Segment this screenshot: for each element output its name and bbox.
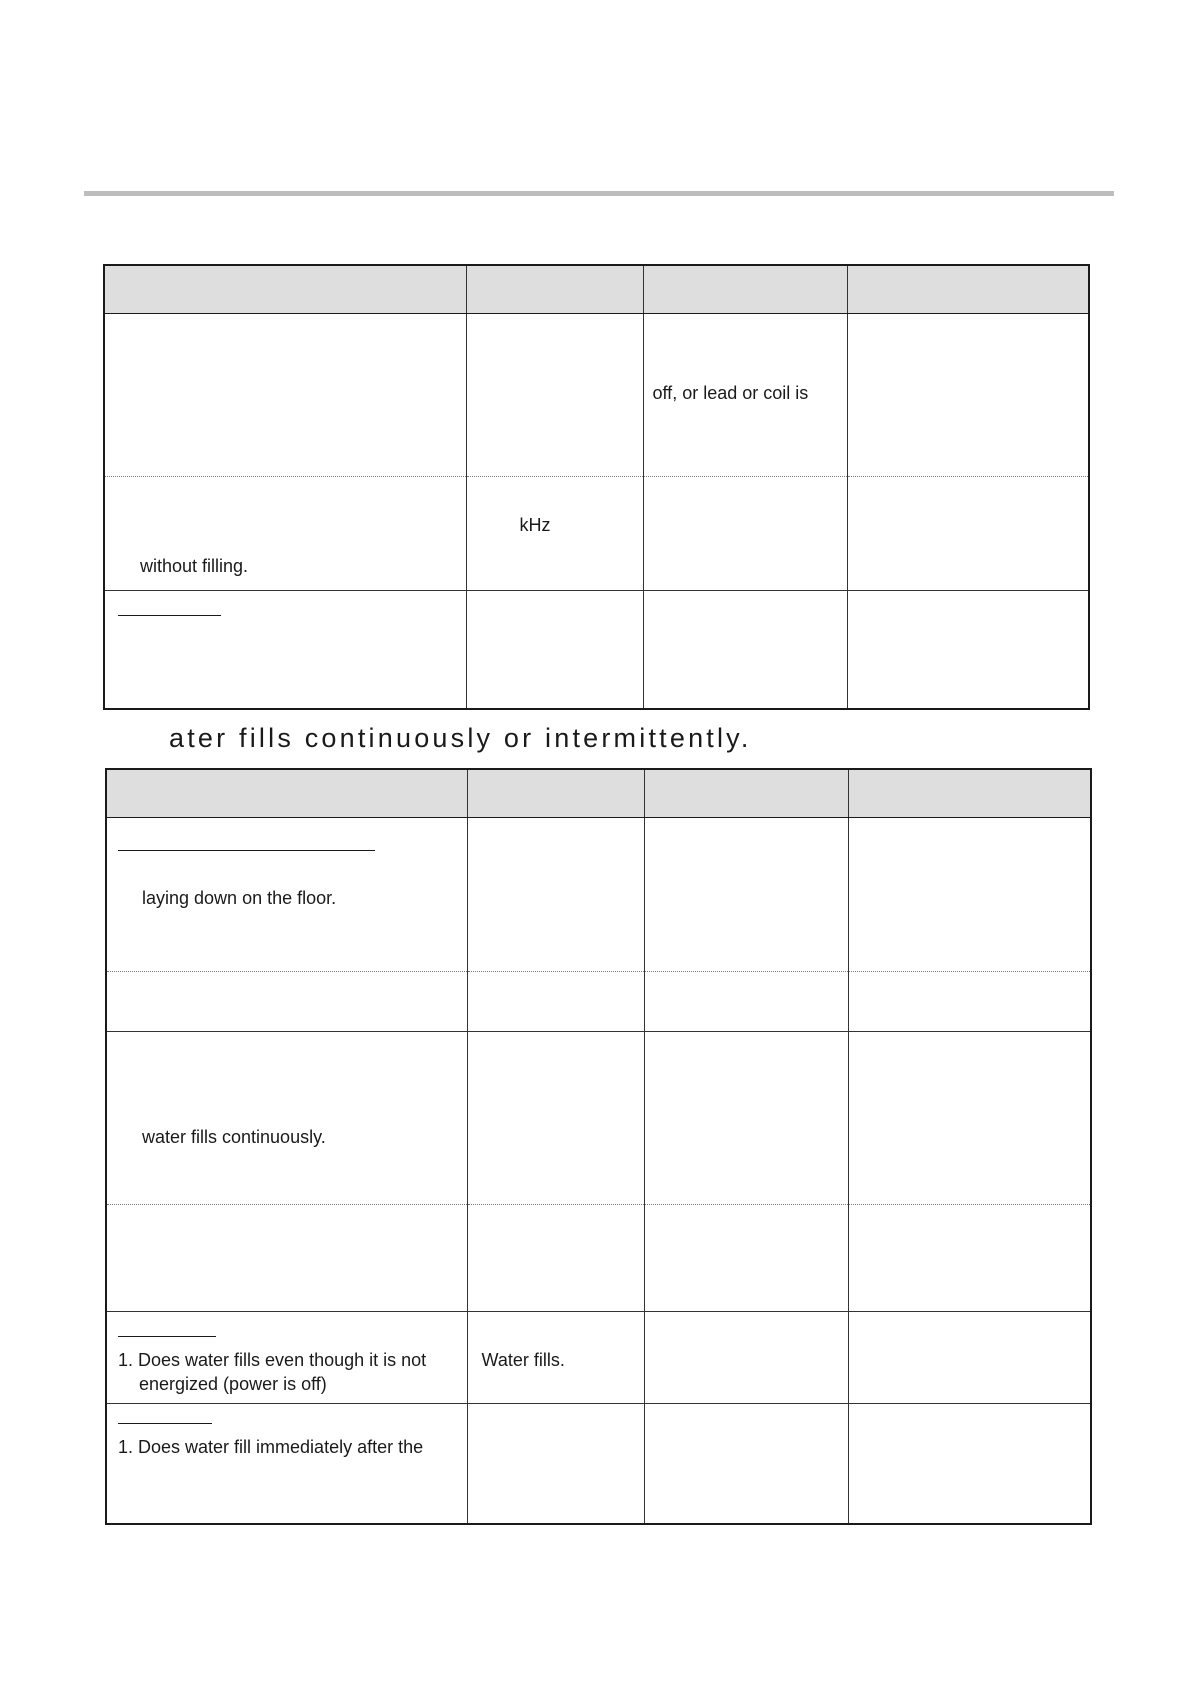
table-row [106,1404,1091,1524]
underlined-label-line [118,1336,216,1337]
check-cell [106,1404,467,1524]
remedy-cell [847,477,1089,591]
remedy-cell [848,1032,1091,1205]
check-text: laying down on the floor. [142,888,337,908]
header-cell-remedy [847,265,1089,314]
standard-cell [467,1312,644,1404]
header-cell-standard [467,769,644,818]
remedy-cell [848,1404,1091,1524]
table-row [106,818,1091,972]
standard-cell [467,972,644,1032]
cause-cell [644,972,848,1032]
cause-cell [643,477,847,591]
header-cell-standard [466,265,643,314]
check-text: without filling. [140,556,249,576]
cause-cell [644,1312,848,1404]
standard-cell [467,818,644,972]
table-row [104,477,1089,591]
underlined-label-line [118,850,375,851]
standard-cell [466,314,643,477]
page-header-rule [84,191,1114,196]
table-row [104,314,1089,477]
check-cell [104,591,466,709]
underlined-label-line [118,1423,212,1424]
cause-cell [643,314,847,477]
cause-text: off, or lead or coil is [652,383,809,403]
table-header-row [104,265,1089,314]
remedy-cell [848,972,1091,1032]
troubleshooting-table-1 [103,264,1090,710]
section-heading-water-fills: ater fills continuously or intermittently. [169,723,752,753]
standard-cell [467,1404,644,1524]
standard-cell [467,1205,644,1312]
header-cell-cause [643,265,847,314]
cause-cell [644,818,848,972]
table-row [106,1205,1091,1312]
check-cell [104,314,466,477]
header-cell-remedy [848,769,1091,818]
table-row [106,1312,1091,1404]
check-cell [106,818,467,972]
table-row [104,591,1089,709]
remedy-cell [847,314,1089,477]
cause-cell [644,1404,848,1524]
cause-cell [644,1205,848,1312]
header-cell-cause [644,769,848,818]
check-text: water fills continuously. [142,1127,326,1147]
check-cell [106,972,467,1032]
check-text-line2: energized (power is off) [139,1374,327,1394]
remedy-cell [847,591,1089,709]
standard-text: Water fills. [481,1350,565,1370]
check-cell [106,1205,467,1312]
cause-cell [643,591,847,709]
table-header-row [106,769,1091,818]
check-text-line1: 1. Does water fill immediately after the [118,1437,424,1457]
underlined-label-line [118,615,221,616]
header-cell-check-item [104,265,466,314]
table-row [106,1032,1091,1205]
check-cell [106,1312,467,1404]
table-row [106,972,1091,1032]
remedy-cell [848,1205,1091,1312]
standard-cell [467,1032,644,1205]
check-text-line1: 1. Does water fills even though it is not [118,1350,427,1370]
header-cell-check-item [106,769,467,818]
remedy-cell [848,818,1091,972]
standard-text: kHz [519,515,551,535]
standard-cell [466,591,643,709]
troubleshooting-table-2 [105,768,1092,1525]
cause-cell [644,1032,848,1205]
standard-cell [466,477,643,591]
check-cell [104,477,466,591]
check-cell [106,1032,467,1205]
remedy-cell [848,1312,1091,1404]
